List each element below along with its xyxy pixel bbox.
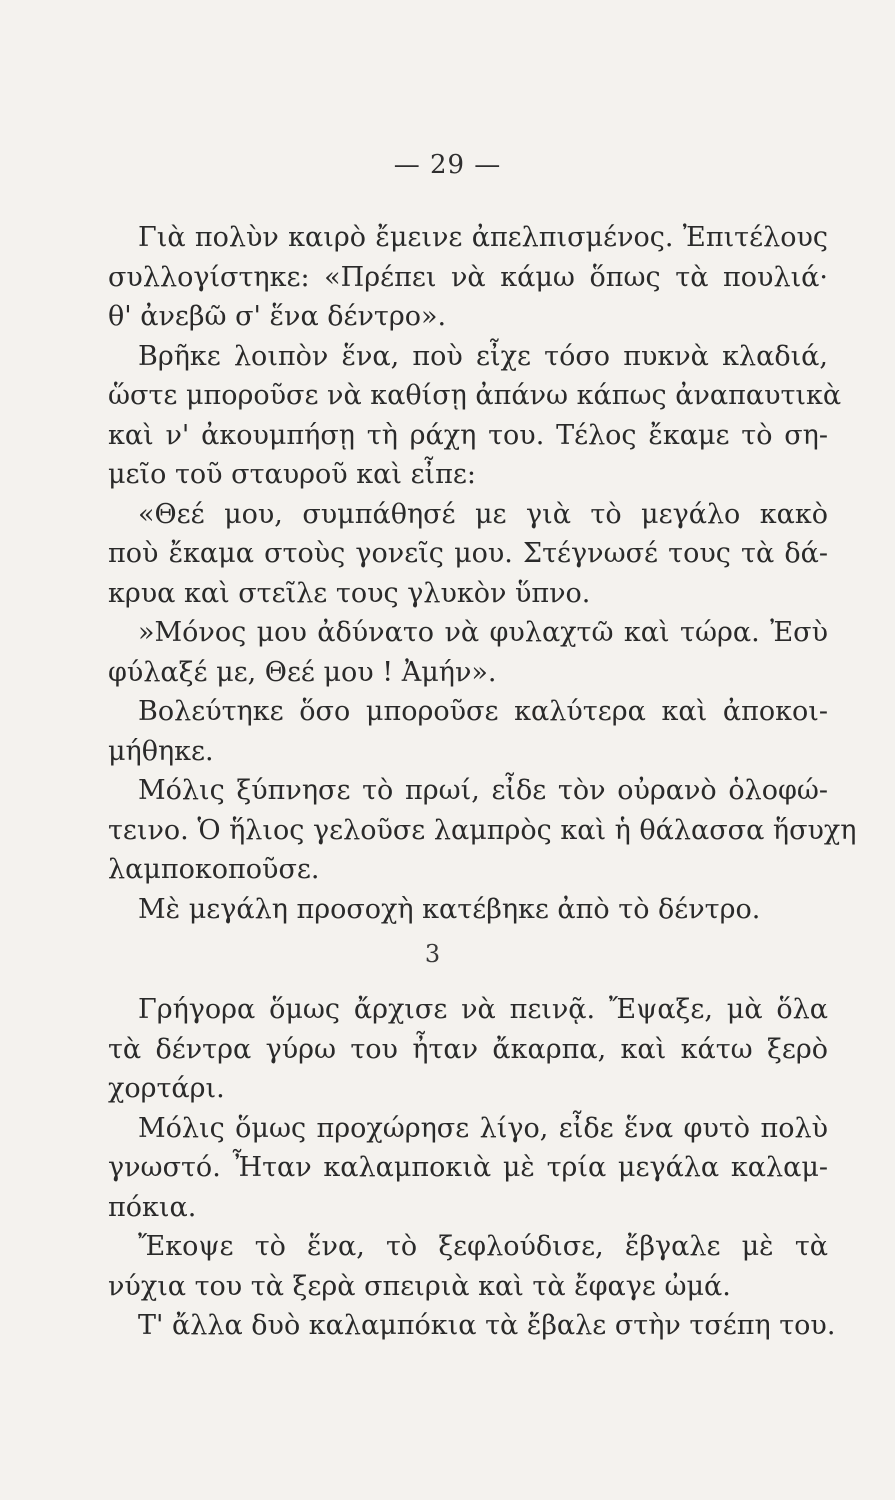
section-number: 3 xyxy=(424,940,441,968)
text-line: μεῖο τοῦ σταυροῦ καὶ εἶπε: xyxy=(108,459,476,490)
text-line: τεινο. Ὁ ἥλιος γελοῦσε λαμπρὸς καὶ ἡ θάλασσα ἥσυχη xyxy=(108,814,857,846)
text-line: »Μόνος μου ἀδύνατο νὰ φυλαχτῶ καὶ τώρα. Ἐσὺ xyxy=(138,617,828,648)
text-line: χορτάρι. xyxy=(108,1073,225,1104)
text-line: πόκια. xyxy=(108,1191,197,1223)
text-line: φύλαξέ με, Θεέ μου ! Ἀμήν». xyxy=(108,656,497,688)
text-line: Μόλις ὅμως προχώρησε λίγο, εἶδε ἕνα φυτὸ πολὺ xyxy=(138,1112,828,1144)
text-line: θ' ἀνεβῶ σ' ἕνα δέντρο». xyxy=(108,301,447,332)
text-line: λαμποκοποῦσε. xyxy=(108,854,320,885)
text-line: Βρῆκε λοιπὸν ἕνα, ποὺ εἶχε τόσο πυκνὰ κλαδιά, xyxy=(138,340,828,372)
text-line: Ἔκοψε τὸ ἕνα, τὸ ξεφλούδισε, ἔβγαλε μὲ τὰ xyxy=(138,1231,828,1262)
text-line: καὶ ν' ἀκουμπήσῃ τὴ ράχη του. Τέλος ἔκαμε τὸ ση- xyxy=(108,419,828,451)
text-line: κρυα καὶ στεῖλε τους γλυκὸν ὕπνο. xyxy=(108,577,591,609)
page-number: — 29 — xyxy=(393,150,502,180)
text-line: νύχια του τὰ ξερὰ σπειριὰ καὶ τὰ ἔφαγε ὠμά. xyxy=(108,1270,731,1302)
text-line: συλλογίστηκε: «Πρέπει νὰ κάμω ὅπως τὰ πουλιά· xyxy=(108,261,828,293)
text-line: Γιὰ πολὺν καιρὸ ἔμεινε ἀπελπισμένος. Ἐπιτέλους xyxy=(138,222,828,253)
text-line: Βολεύτηκε ὅσο μποροῦσε καλύτερα καὶ ἀποκοι- xyxy=(138,696,828,727)
text-line: ποὺ ἔκαμα στοὺς γονεῖς μου. Στέγνωσέ τους τὰ δά- xyxy=(108,538,828,569)
text-line: Γρήγορα ὅμως ἄρχισε νὰ πεινᾷ. Ἔψαξε, μὰ ὅλα xyxy=(138,994,828,1025)
text-block-section-3 xyxy=(108,990,836,1346)
text-line: γνωστό. Ἦταν καλαμποκιὰ μὲ τρία μεγάλα καλαμ- xyxy=(108,1152,828,1183)
text-line: Τ' ἄλλα δυὸ καλαμπόκια τὰ ἔβαλε στὴν τσέπη του. xyxy=(138,1310,836,1341)
text-line: μήθηκε. xyxy=(108,735,214,767)
text-block-main xyxy=(108,218,857,929)
text-line: Μὲ μεγάλη προσοχὴ κατέβηκε ἀπὸ τὸ δέντρο. xyxy=(138,893,761,925)
text-line: τὰ δέντρα γύρω του ἦταν ἄκαρπα, καὶ κάτω ξερὸ xyxy=(108,1033,828,1065)
text-line: «Θεέ μου, συμπάθησέ με γιὰ τὸ μεγάλο κακὸ xyxy=(138,498,828,530)
text-line: Μόλις ξύπνησε τὸ πρωί, εἶδε τὸν οὐρανὸ ὁλοφώ- xyxy=(138,775,828,806)
text-line: ὥστε μποροῦσε νὰ καθίσῃ ἀπάνω κάπως ἀναπαυτικὰ xyxy=(108,380,842,411)
